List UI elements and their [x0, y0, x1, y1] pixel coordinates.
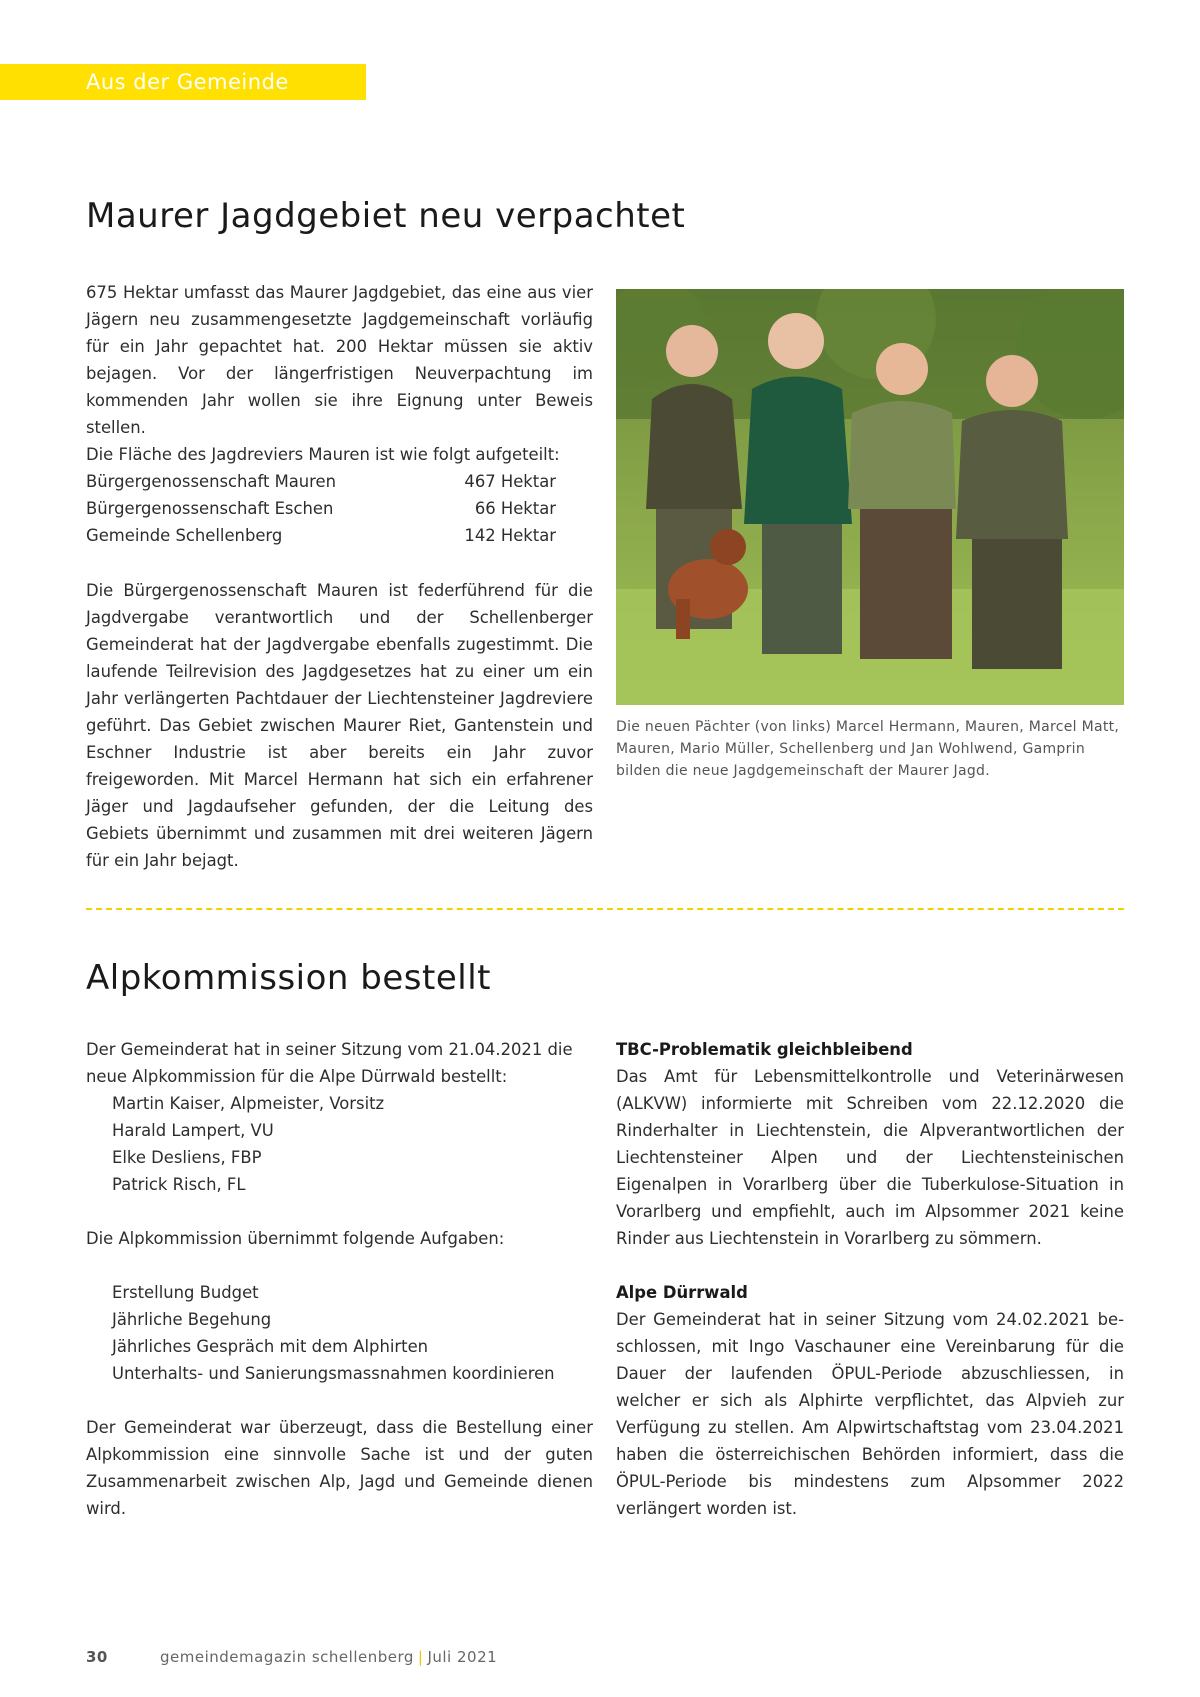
intro-paragraph: 675 Hektar umfasst das Maurer Jagdgebiet, das eine aus vier Jägern neu zusammengesetzte Jagdgemeinschaft vorläufig für ein Jahr gepachtet hat. 200 Hektar müssen sie aktiv bejagen. Vor der längerfristigen Neuverpachtung im kommenden Jahr wollen sie ihre Eignung unter Beweis stellen.	[86, 283, 593, 437]
subheading: TBC-Problematik gleichbleibend	[616, 1040, 913, 1059]
area-value: 142 Hektar	[464, 526, 556, 545]
area-table	[86, 468, 556, 549]
magazine-name: gemeindemagazin schellenberg	[160, 1648, 414, 1666]
page-number: 30	[86, 1648, 108, 1666]
sub-paragraph: Das Amt für Lebensmittelkontrolle und Veterinärwesen (ALKVW) informierte mit Schreiben vom 22.12.2020 die Rinderhalter in Liechtenstein, die Alpverantwortlichen der Liechtensteiner Alpen und der Liechtensteinischen Eigenalpen in Vorarlberg über die Tuberkulose-Situation in Vorarlberg und empfiehlt, auch im Alpsommer 2021 keine Rinder aus Liechtenstein in Vorarlberg zu sömmern.	[616, 1067, 1124, 1248]
article-title-alpkommission: Alpkommission bestellt	[86, 958, 491, 998]
task-item: Unterhalts- und Sanierungsmassnahmen koordinieren	[112, 1364, 555, 1383]
area-value: 66 Hektar	[474, 499, 556, 518]
task-item: Erstellung Budget	[112, 1283, 259, 1302]
article2-right-column	[616, 1036, 1124, 1522]
closing-paragraph: Der Gemeinderat war überzeugt, dass die Bestellung einer Alpkommission eine sinnvolle Sache ist und der guten Zusammenarbeit zwischen Alp, Jagd und Gemeinde dienen wird.	[86, 1418, 593, 1518]
footer-separator: |	[417, 1648, 424, 1666]
task-item: Jährliches Gespräch mit dem Alphirten	[112, 1337, 429, 1356]
area-name: Gemeinde Schellenberg	[86, 526, 283, 545]
member-item: Elke Desliens, FBP	[112, 1148, 262, 1167]
task-item: Jährliche Begehung	[112, 1310, 272, 1329]
issue-date: Juli 2021	[427, 1648, 498, 1666]
area-row	[86, 468, 556, 495]
hunters-photo	[616, 289, 1124, 705]
area-row	[86, 522, 556, 549]
intro-paragraph: Die Fläche des Jagdreviers Mauren ist wie folgt aufgeteilt:	[86, 445, 560, 464]
article-body	[86, 577, 593, 874]
body-paragraph: Die Bürgergenossenschaft Mauren ist federführend für die Jagdvergabe verantwortlich und der Schellenberger Gemeinderat hat der Jagdvergabe ebenfalls zugestimmt. Die laufende Teilrevision des Jagdgesetzes hat zu einer um ein Jahr verlängerten Pachtdauer der Liechtensteiner Jagdreviere geführt. Das Gebiet zwischen Maurer Riet, Gantenstein und Eschner Industrie ist aber bereits ein Jahr zuvor freigeworden. Mit Marcel Hermann hat sich ein erfahrener Jäger und Jagdaufseher gefunden, der die Leitung des Gebiets übernimmt und zusammen mit drei weiteren Jägern für ein Jahr bejagt.	[86, 581, 593, 870]
area-row	[86, 495, 556, 522]
intro-paragraph: Der Gemeinderat hat in seiner Sitzung vom 21.04.2021 die neue Alpkommission für die Alpe Dürrwald bestellt:	[86, 1040, 573, 1086]
article2-left-column	[86, 1036, 593, 1522]
sub-paragraph: Der Gemeinderat hat in seiner Sitzung vom 24.02.2021 beschlossen, mit Ingo Vaschauner eine Vereinbarung für die Dauer der laufenden ÖPUL-Periode abzuschliessen, in welcher er sich als Alphirte verpflichtet, das Alpvieh zur Verfügung zu stellen. Am Alpwirtschaftstag vom 23.04.2021 haben die österreichischen Behörden informiert, dass die ÖPUL-Periode bis mindestens zum Alpsommer 2022 verlängert worden ist.	[616, 1310, 1124, 1518]
area-value: 467 Hektar	[464, 472, 556, 491]
article-title-jagdgebiet: Maurer Jagdgebiet neu verpachtet	[86, 196, 686, 236]
area-name: Bürgergenossenschaft Eschen	[86, 499, 334, 518]
section-tag: Aus der Gemeinde	[0, 64, 366, 100]
photo-caption: Die neuen Pächter (von links) Marcel Hermann, Mauren, Marcel Matt, Mauren, Mario Müller, Schellenberg und Jan Wohlwend, Gamprin bilden die neue Jagdgemeinschaft der Maurer Jagd.	[616, 719, 1120, 779]
page-footer	[86, 1648, 497, 1666]
member-item: Harald Lampert, VU	[112, 1121, 274, 1140]
member-item: Martin Kaiser, Alpmeister, Vorsitz	[112, 1094, 385, 1113]
subheading: Alpe Dürrwald	[616, 1283, 748, 1302]
section-divider	[86, 908, 1124, 910]
tasks-intro: Die Alpkommission übernimmt folgende Aufgaben:	[86, 1229, 505, 1248]
member-item: Patrick Risch, FL	[112, 1175, 246, 1194]
area-name: Bürgergenossenschaft Mauren	[86, 472, 337, 491]
article-intro	[86, 279, 593, 468]
